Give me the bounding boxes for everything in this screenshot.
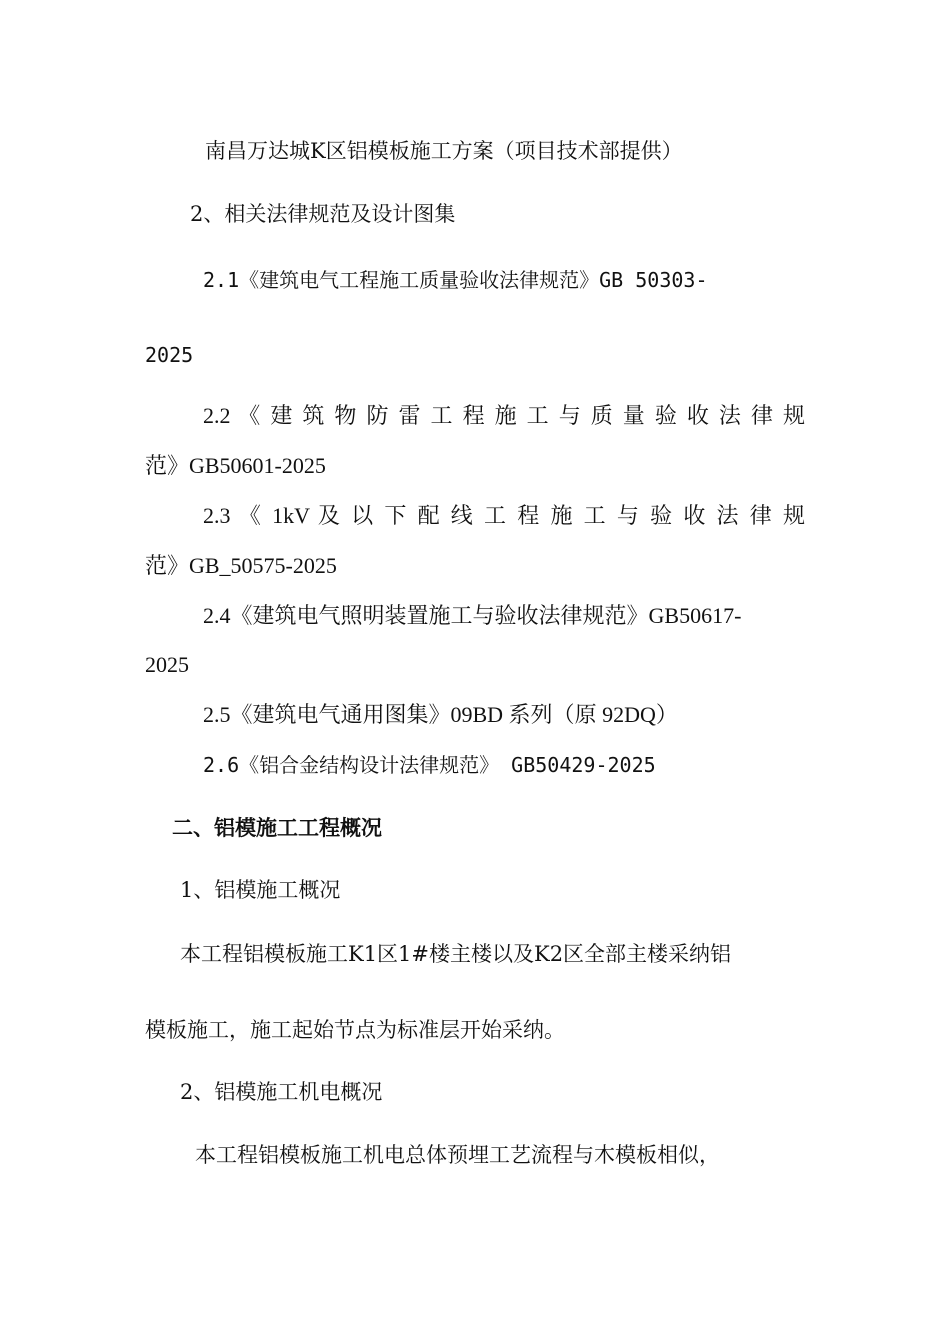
chapter-heading-2: 二、铝模施工工程概况 (172, 816, 382, 840)
reference-2-4-line2: 2025 (145, 652, 189, 677)
reference-2-3-line2: 范》GB_50575-2025 (145, 553, 337, 578)
page-header-title: 南昌万达城K区铝模板施工方案（项目技术部提供） (205, 139, 683, 163)
reference-2-1-line2: 2025 (145, 343, 194, 367)
reference-2-4-line1: 2.4《建筑电气照明装置施工与验收法律规范》GB50617- (203, 603, 742, 628)
reference-2-2-line1: 2.2 《 建 筑 物 防 雷 工 程 施 工 与 质 量 验 收 法 律 规 (203, 403, 805, 428)
reference-2-2-line2: 范》GB50601-2025 (145, 453, 326, 478)
paragraph-1-line2: 模板施工，施工起始节点为标准层开始采纳。 (145, 1018, 565, 1042)
subsection-heading-1: 1、铝模施工概况 (180, 878, 341, 902)
subsection-heading-2: 2、铝模施工机电概况 (180, 1080, 383, 1104)
reference-2-1-line1: 2.1《建筑电气工程施工质量验收法律规范》GB 50303- (203, 268, 708, 292)
paragraph-2-line1: 本工程铝模板施工机电总体预埋工艺流程与木模板相似， (195, 1143, 720, 1167)
reference-2-6: 2.6《铝合金结构设计法律规范》 GB50429-2025 (203, 753, 656, 777)
reference-2-5: 2.5《建筑电气通用图集》09BD 系列（原 92DQ） (203, 702, 678, 727)
reference-2-3-line1: 2.3 《 1kV 及 以 下 配 线 工 程 施 工 与 验 收 法 律 规 (203, 503, 805, 528)
paragraph-1-line1: 本工程铝模板施工K1区1#楼主楼以及K2区全部主楼采纳铝 (180, 942, 732, 966)
section-heading-2: 2、相关法律规范及设计图集 (190, 202, 456, 226)
